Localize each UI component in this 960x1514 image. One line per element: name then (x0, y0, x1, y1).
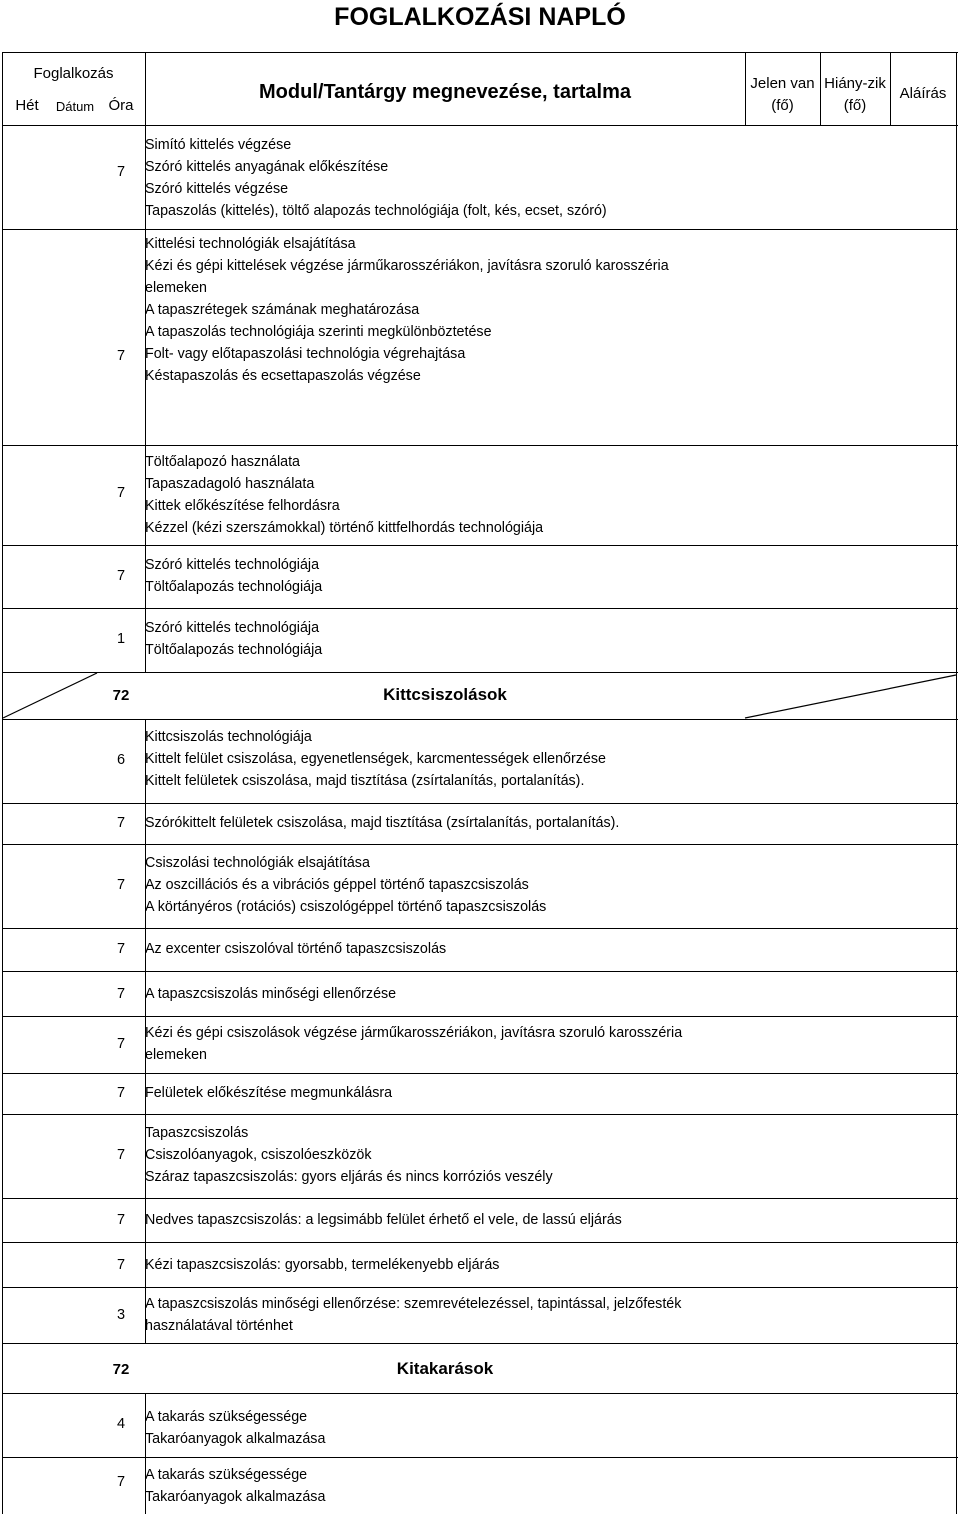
table-header (2, 52, 958, 126)
table-row (2, 546, 958, 609)
header-hianyzik (820, 73, 890, 117)
row-hours: 7 (116, 1257, 126, 1273)
row-hours: 4 (116, 1416, 126, 1432)
row-content: Felületek előkészítése megmunkálásra (145, 1085, 393, 1101)
table-row (2, 609, 958, 673)
row-content: Csiszolási technológiák elsajátítása Az oszcillációs és a vibrációs géppel történő tapaszcsiszolás A körtányéros (rotációs) csiszológéppel történő tapaszcsiszolás (145, 855, 547, 915)
row-content: A tapaszcsiszolás minőségi ellenőrzése (145, 986, 397, 1002)
header-modul: Modul/Tantárgy megnevezése, tartalma (259, 81, 631, 103)
row-content: Nedves tapaszcsiszolás: a legsimább felület érhető el vele, de lassú eljárás (145, 1212, 622, 1228)
section-hours: 72 (112, 1361, 130, 1378)
row-hours: 7 (116, 1036, 126, 1052)
header-ora: Óra (108, 97, 134, 114)
table-row (2, 1458, 958, 1514)
row-hours: 7 (116, 1085, 126, 1101)
table-row (2, 1199, 958, 1243)
header-foglalkozas: Foglalkozás (33, 65, 114, 82)
table-row (2, 1243, 958, 1288)
row-content: A takarás szükségessége Takaróanyagok alkalmazása (145, 1467, 326, 1505)
activity-log-table (2, 52, 958, 1505)
table-row (2, 1017, 958, 1074)
row-hours: 7 (116, 986, 126, 1002)
section-title: Kitakarások (396, 1359, 494, 1378)
table-row (2, 1394, 958, 1458)
row-hours: 7 (116, 815, 126, 831)
row-content: Az excenter csiszolóval történő tapaszcsiszolás (145, 941, 447, 957)
row-hours: 6 (116, 752, 126, 768)
row-hours: 7 (116, 568, 126, 584)
section-row-kittcsiszolasok (2, 673, 958, 720)
row-hours: 7 (116, 1147, 126, 1163)
row-hours: 7 (116, 348, 126, 364)
table-row (2, 972, 958, 1017)
row-content: A takarás szükségessége Takaróanyagok alkalmazása (145, 1409, 326, 1447)
header-hiany-line2: (fő) (843, 97, 867, 114)
header-jelen-line1: Jelen van (750, 75, 815, 92)
header-alairas: Aláírás (899, 85, 947, 102)
header-datum: Dátum (55, 99, 95, 114)
row-hours: 7 (116, 164, 126, 180)
row-content: Kézi és gépi csiszolások végzése járműkarosszériákon, javításra szoruló karosszéria elemeken (145, 1025, 683, 1063)
row-content: Szóró kittelés technológiája Töltőalapozás technológiája (145, 620, 323, 658)
table-row (2, 804, 958, 845)
header-het: Hét (15, 97, 39, 114)
row-content: Töltőalapozó használata Tapaszadagoló használata Kittek előkészítése felhordásra Kézzel (kézi szerszámokkal) történő kittfelhordás technológiája (145, 454, 544, 536)
row-content: Simító kittelés végzése Szóró kittelés anyagának előkészítése Szóró kittelés végzése Tapaszolás (kittelés), töltő alapozás technológiája (folt, kés, ecset, szóró) (145, 137, 607, 219)
row-content: Kittelési technológiák elsajátítása Kézi és gépi kittelések végzése járműkarosszériákon, javításra szoruló karosszéria elemeken A tapaszrétegek számának meghatározása A tapaszolás technológiája szerinti megkülönböztetése Folt- vagy előtapaszolási technológia végrehajtása Késtapaszolás és ecsettapaszolás végzése (145, 236, 669, 384)
table-row (2, 720, 958, 804)
row-content: Szórókittelt felületek csiszolása, majd tisztítása (zsírtalanítás, portalanítás). (145, 815, 620, 831)
table-row (2, 845, 958, 929)
table-row (2, 929, 958, 972)
row-content: Szóró kittelés technológiája Töltőalapozás technológiája (145, 557, 323, 595)
table-row (2, 1288, 958, 1344)
table-row (2, 1074, 958, 1115)
row-hours: 7 (116, 941, 126, 957)
header-hiany-line1: Hiány-zik (824, 75, 886, 92)
row-hours: 3 (116, 1307, 126, 1323)
row-hours: 7 (116, 1212, 126, 1228)
row-hours: 7 (116, 485, 126, 501)
section-row-kitakarasok (2, 1344, 958, 1394)
row-hours: 1 (116, 631, 126, 647)
row-hours: 7 (116, 877, 126, 893)
table-row (2, 230, 958, 446)
row-content: A tapaszcsiszolás minőségi ellenőrzése: szemrevételezéssel, tapintással, jelzőfesték használatával történhet (145, 1296, 682, 1334)
row-content: Tapaszcsiszolás Csiszolóanyagok, csiszolóeszközök Száraz tapaszcsiszolás: gyors eljárás és nincs korróziós veszély (145, 1125, 553, 1185)
section-hours: 72 (112, 687, 130, 704)
table-row (2, 126, 958, 230)
header-jelen-line2: (fő) (771, 97, 794, 114)
row-content: Kittcsiszolás technológiája Kittelt felület csiszolása, egyenetlenségek, karcmentességek ellenőrzése Kittelt felületek csiszolása, majd tisztítása (zsírtalanítás, portalanítás). (145, 729, 606, 789)
row-content: Kézi tapaszcsiszolás: gyorsabb, termelékenyebb eljárás (145, 1257, 500, 1273)
table-row (2, 1115, 958, 1199)
section-title: Kittcsiszolások (383, 685, 507, 704)
header-jelen-van (745, 73, 820, 117)
row-hours: 7 (116, 1474, 126, 1490)
table-row (2, 446, 958, 546)
page-title: FOGLALKOZÁSI NAPLÓ (334, 3, 626, 31)
